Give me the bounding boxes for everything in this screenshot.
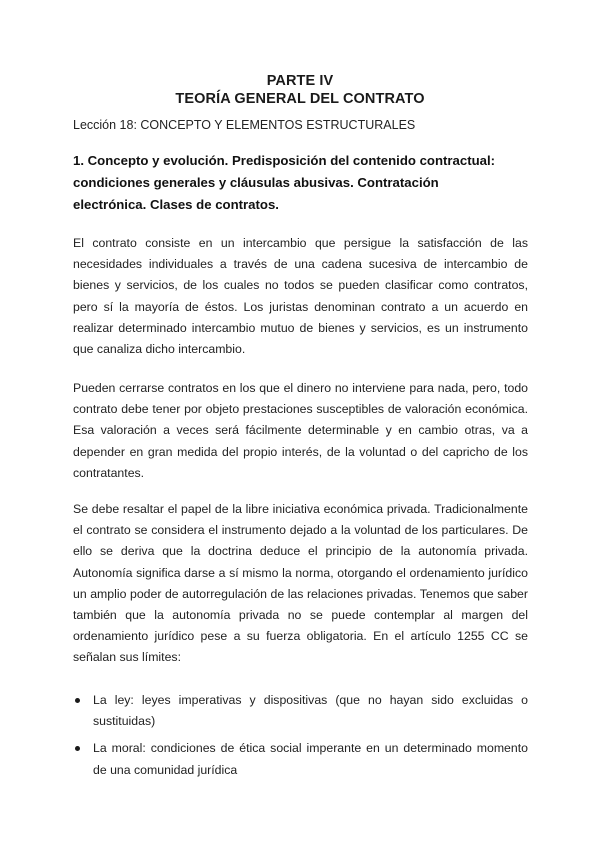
list-item-text: La ley: leyes imperativas y dispositivas (que no hayan sido excluidas o sustituidas) <box>93 693 528 729</box>
list-item <box>73 738 528 780</box>
bullet-icon <box>75 698 80 703</box>
paragraph: Pueden cerrarse contratos en los que el dinero no interviene para nada, pero, todo contrato debe tener por objeto prestaciones susceptibles de valoración económica. Esa valoración a veces será fácilmente determinable y en cambio otras, va a depender en gran medida del propio interés, de la voluntad o del capricho de los contratantes. <box>73 381 528 480</box>
part-title: PARTE IV <box>266 73 334 89</box>
paragraph: Se debe resaltar el papel de la libre iniciativa económica privada. Tradicionalmente el contrato se considera el instrumento dejado a la voluntad de los particulares. De ello se deriva que la doctrina deduce el principio de la autonomía privada. Autonomía significa darse a sí mismo la norma, otorgando el ordenamiento jurídico un amplio poder de autorregulación de las relaciones privadas. Tenemos que saber también que la autonomía privada no se puede contemplar al margen del ordenamiento jurídico pese a su fuerza obligatoria. En el artículo 1255 CC se señalan sus límites: <box>73 502 528 665</box>
part-subtitle: TEORÍA GENERAL DEL CONTRATO <box>175 91 425 107</box>
list-item <box>73 690 528 732</box>
paragraph: El contrato consiste en un intercambio que persigue la satisfacción de las necesidades individuales a través de una cadena sucesiva de intercambio de bienes y servicios, de los cuales no todos se pueden clasificar como contratos, pero sí la mayoría de éstos. Los juristas denominan contrato a un acuerdo en realizar determinado intercambio mutuo de bienes y servicios, es un instrumento que canaliza dicho intercambio. <box>73 236 528 357</box>
list-item-text: La moral: condiciones de ética social imperante en un determinado momento de una comunidad jurídica <box>93 741 528 777</box>
limits-list <box>73 690 528 787</box>
section-heading: 1. Concepto y evolución. Predisposición del contenido contractual: condiciones generales y cláusulas abusivas. Contratación electrónica. Clases de contratos. <box>73 153 496 212</box>
bullet-icon <box>75 746 80 751</box>
lesson-title: Lección 18: CONCEPTO Y ELEMENTOS ESTRUCTURALES <box>73 118 416 132</box>
